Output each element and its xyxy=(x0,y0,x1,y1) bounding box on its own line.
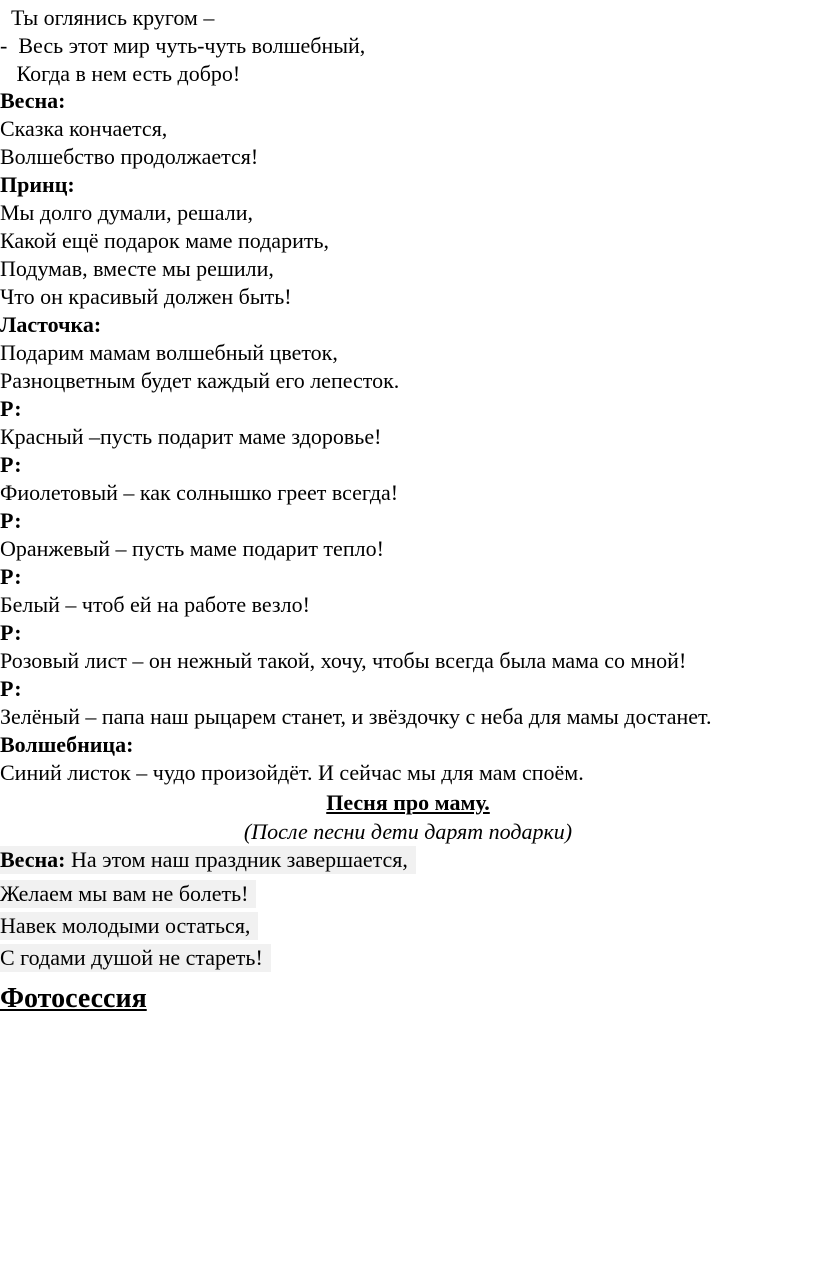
poem-line: Подумав, вместе мы решили, xyxy=(0,256,274,281)
final-heading: Фотосессия xyxy=(0,983,147,1014)
poem-line: Подарим мамам волшебный цветок, xyxy=(0,340,338,365)
poem-line: Разноцветным будет каждый его лепесток. xyxy=(0,368,400,393)
poem-line: Зелёный – папа наш рыцарем станет, и звёздочку с неба для мамы достанет. xyxy=(0,704,712,729)
speaker-label: Весна: xyxy=(0,88,66,113)
speaker-label: Принц: xyxy=(0,172,75,197)
poem-line: Мы долго думали, решали, xyxy=(0,200,253,225)
song-title: Песня про маму. xyxy=(326,790,490,815)
poem-line: Сказка кончается, xyxy=(0,116,168,141)
speaker-label: Р: xyxy=(0,564,22,589)
speaker-label: Р: xyxy=(0,620,22,645)
poem-line: Оранжевый – пусть маме подарит тепло! xyxy=(0,536,384,561)
closing-line: С годами душой не стареть! xyxy=(0,944,271,972)
poem-line: Синий листок – чудо произойдёт. И сейчас мы для мам споём. xyxy=(0,760,584,785)
poem-line: Ты оглянись кругом – xyxy=(0,5,215,30)
song-note: (После песни дети дарят подарки) xyxy=(243,819,573,844)
speaker-label: Волшебница: xyxy=(0,732,134,757)
poem-line: Когда в нем есть добро! xyxy=(0,61,241,86)
speaker-label: Р: xyxy=(0,452,22,477)
speaker-label: Р: xyxy=(0,508,22,533)
closing-line-text: На этом наш праздник завершается, xyxy=(65,847,408,872)
poem-line: Розовый лист – он нежный такой, хочу, чтобы всегда была мама со мной! xyxy=(0,648,687,673)
poem-line: Фиолетовый – как солнышко греет всегда! xyxy=(0,480,399,505)
poem-line: Волшебство продолжается! xyxy=(0,144,259,169)
poem-line: Красный –пусть подарит маме здоровье! xyxy=(0,424,382,449)
poem-line: Что он красивый должен быть! xyxy=(0,284,292,309)
speaker-label: Р: xyxy=(0,676,22,701)
speaker-label: Р: xyxy=(0,396,22,421)
speaker-label: Ласточка: xyxy=(0,312,102,337)
closing-line: Навек молодыми остаться, xyxy=(0,912,258,940)
poem-line: Какой ещё подарок маме подарить, xyxy=(0,228,329,253)
speaker-label: Весна: xyxy=(0,847,66,872)
closing-line: Желаем мы вам не болеть! xyxy=(0,880,256,908)
poem-line: - Весь этот мир чуть-чуть волшебный, xyxy=(0,33,366,58)
poem-line: Белый – чтоб ей на работе везло! xyxy=(0,592,310,617)
closing-first-line xyxy=(0,846,416,874)
